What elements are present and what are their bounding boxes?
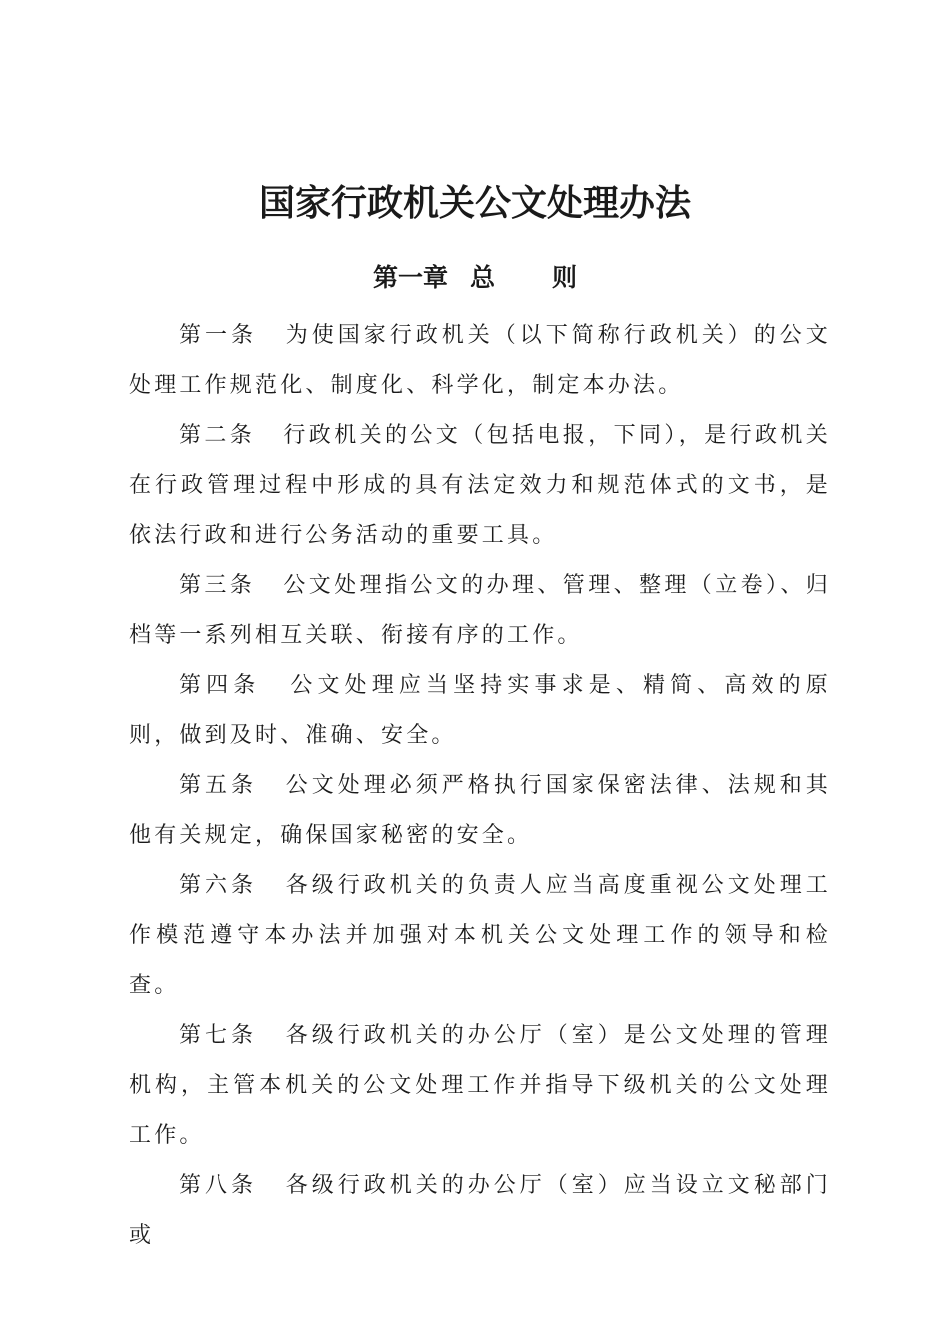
article-label: 第八条	[179, 1173, 257, 1198]
chapter-name-part2: 则	[552, 263, 578, 292]
chapter-heading	[0, 258, 950, 298]
chapter-name-part1: 总	[469, 263, 495, 292]
article-text: 为使国家行政机关（以下简称行政机关）的公文处理工作规范化、制度化、科学化，制定本办法。	[129, 323, 831, 398]
article-text: 各级行政机关的办公厅（室）是公文处理的管理机构，主管本机关的公文处理工作并指导下级机关的公文处理工作。	[129, 1023, 831, 1148]
article-3	[129, 561, 831, 661]
article-6	[129, 861, 831, 1011]
article-text: 各级行政机关的负责人应当高度重视公文处理工作模范遵守本办法并加强对本机关公文处理工作的领导和检查。	[129, 873, 831, 998]
article-text: 各级行政机关的办公厅（室）应当设立文秘部门或	[129, 1173, 831, 1248]
article-1	[129, 311, 831, 411]
article-label: 第三条	[179, 573, 256, 598]
article-2	[129, 411, 831, 561]
article-7	[129, 1011, 831, 1161]
article-label: 第一条	[179, 323, 257, 348]
article-text: 行政机关的公文（包括电报，下同），是行政机关在行政管理过程中形成的具有法定效力和规范体式的文书，是依法行政和进行公务活动的重要工具。	[129, 423, 831, 548]
article-label: 第二条	[179, 423, 256, 448]
document-body	[129, 311, 831, 1261]
article-label: 第六条	[179, 873, 257, 898]
article-text: 公文处理应当坚持实事求是、精简、高效的原则，做到及时、准确、安全。	[129, 673, 831, 748]
article-label: 第四条	[179, 673, 261, 698]
article-label: 第五条	[179, 773, 257, 798]
article-4	[129, 661, 831, 761]
article-8	[129, 1161, 831, 1261]
document-title: 国家行政机关公文处理办法	[258, 182, 691, 224]
article-text: 公文处理必须严格执行国家保密法律、法规和其他有关规定，确保国家秘密的安全。	[129, 773, 831, 848]
article-5	[129, 761, 831, 861]
article-text: 公文处理指公文的办理、管理、整理（立卷）、归档等一系列相互关联、衔接有序的工作。	[129, 573, 831, 648]
article-label: 第七条	[179, 1023, 257, 1048]
chapter-label: 第一章	[372, 263, 448, 292]
